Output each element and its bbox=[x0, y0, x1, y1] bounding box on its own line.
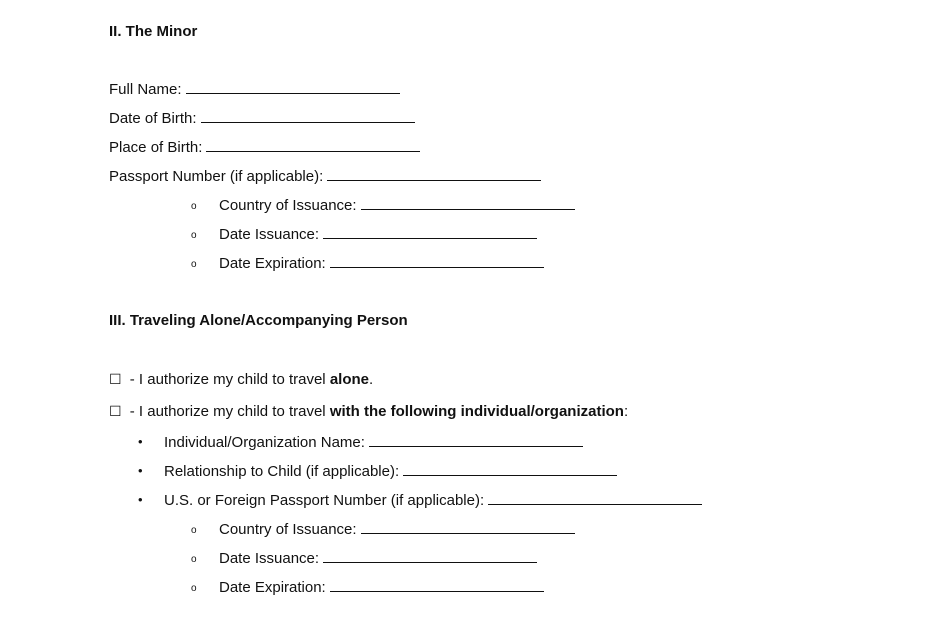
minor-date-issuance-blank[interactable] bbox=[323, 225, 537, 239]
companion-country-field bbox=[219, 520, 575, 539]
companion-date-expiration-blank[interactable] bbox=[330, 578, 544, 592]
option-alone-prefix: - I authorize my child to travel bbox=[125, 371, 330, 388]
option-with-suffix: : bbox=[623, 403, 629, 420]
minor-passport-blank[interactable] bbox=[327, 167, 541, 181]
checkbox-travel-with[interactable]: ☐ bbox=[109, 403, 122, 419]
bullet-marker: • bbox=[138, 463, 143, 478]
sub-bullet-marker: o bbox=[191, 583, 197, 594]
full-name-field bbox=[109, 80, 400, 99]
minor-date-expiration-label: Date Expiration: bbox=[219, 255, 326, 272]
companion-date-issuance-field bbox=[219, 549, 537, 568]
companion-date-issuance-blank[interactable] bbox=[323, 549, 537, 563]
section-heading-minor: II. The Minor bbox=[109, 23, 198, 40]
org-name-label: Individual/Organization Name: bbox=[164, 434, 365, 451]
dob-blank[interactable] bbox=[201, 109, 415, 123]
minor-date-issuance-label: Date Issuance: bbox=[219, 226, 320, 243]
option-with-bold: with the following individual/organization bbox=[329, 403, 624, 420]
companion-date-issuance-label: Date Issuance: bbox=[219, 550, 320, 567]
section-heading-traveling: III. Traveling Alone/Accompanying Person bbox=[109, 312, 408, 329]
minor-date-issuance-field bbox=[219, 225, 537, 244]
checkbox-travel-alone[interactable]: ☐ bbox=[109, 371, 122, 387]
org-name-field bbox=[164, 433, 583, 452]
companion-passport-blank[interactable] bbox=[488, 491, 702, 505]
relationship-blank[interactable] bbox=[403, 462, 617, 476]
companion-passport-field bbox=[164, 491, 702, 510]
sub-bullet-marker: o bbox=[191, 525, 197, 536]
option-with-prefix: - I authorize my child to travel bbox=[125, 403, 330, 420]
bullet-marker: • bbox=[138, 434, 143, 449]
pob-label: Place of Birth: bbox=[109, 139, 203, 156]
sub-bullet-marker: o bbox=[191, 201, 197, 212]
option-alone-suffix: . bbox=[369, 371, 374, 388]
full-name-label: Full Name: bbox=[109, 81, 182, 98]
minor-date-expiration-blank[interactable] bbox=[330, 254, 544, 268]
pob-blank[interactable] bbox=[206, 138, 420, 152]
option-travel-alone bbox=[109, 370, 373, 389]
pob-field bbox=[109, 138, 420, 157]
minor-country-blank[interactable] bbox=[361, 196, 575, 210]
minor-passport-field bbox=[109, 167, 541, 186]
minor-country-field bbox=[219, 196, 575, 215]
bullet-marker: • bbox=[138, 492, 143, 507]
option-travel-with bbox=[109, 402, 628, 421]
relationship-field bbox=[164, 462, 617, 481]
full-name-blank[interactable] bbox=[186, 80, 400, 94]
companion-date-expiration-field bbox=[219, 578, 544, 597]
sub-bullet-marker: o bbox=[191, 230, 197, 241]
option-alone-bold: alone bbox=[329, 371, 369, 388]
companion-country-blank[interactable] bbox=[361, 520, 575, 534]
minor-date-expiration-field bbox=[219, 254, 544, 273]
minor-passport-label: Passport Number (if applicable): bbox=[109, 168, 324, 185]
org-name-blank[interactable] bbox=[369, 433, 583, 447]
sub-bullet-marker: o bbox=[191, 554, 197, 565]
dob-label: Date of Birth: bbox=[109, 110, 197, 127]
companion-country-label: Country of Issuance: bbox=[219, 521, 357, 538]
sub-bullet-marker: o bbox=[191, 259, 197, 270]
companion-passport-label: U.S. or Foreign Passport Number (if applicable): bbox=[164, 492, 485, 509]
dob-field bbox=[109, 109, 415, 128]
minor-country-label: Country of Issuance: bbox=[219, 197, 357, 214]
companion-date-expiration-label: Date Expiration: bbox=[219, 579, 326, 596]
relationship-label: Relationship to Child (if applicable): bbox=[164, 463, 400, 480]
